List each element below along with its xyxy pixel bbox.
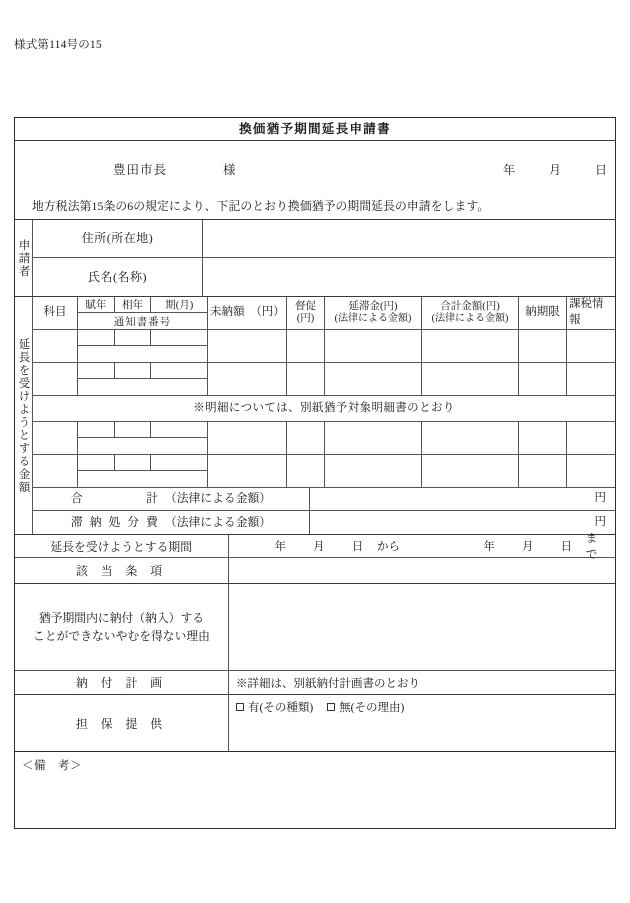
cell-year-period-row [78,422,207,437]
cell-delinquency[interactable] [325,422,422,454]
cell-notice-group [78,422,208,454]
applicant-address-row [33,220,615,258]
reason-value[interactable] [229,584,615,670]
detail-note-row [33,396,615,422]
applicant-name-row [33,258,615,296]
cell-kamoku[interactable] [33,422,78,454]
collateral-option-no[interactable] [327,699,404,715]
grand-total-label [33,488,310,510]
collateral-option-yes-label: 有(その種類) [248,702,314,714]
cell-unpaid-amount[interactable] [208,330,287,362]
cell-tax-info[interactable] [567,363,615,395]
cell-notice-number[interactable] [78,378,207,395]
col-header-total-amount [422,297,519,329]
disposition-cost-label-main: 滞納処分費 [70,514,165,529]
extension-amount-side-label: 延長を受けようとする金額 [15,297,33,534]
applicant-side-label: 申請者 [15,220,33,296]
reason-label-wrapper [33,609,210,646]
date-day-label: 日 [594,162,607,177]
page-title: 換価猶予期間延長申請書 [239,121,391,136]
col-header-due-date: 納期限 [519,297,567,329]
collateral-label: 担 保 提 供 [15,695,229,751]
applicant-name-value[interactable] [203,258,615,296]
addressee-block [15,141,615,220]
extension-period-label: 延長を受けようとする期間 [15,535,229,557]
cell-year-period-row [78,330,207,345]
form-title-row [15,118,615,141]
col-header-delinquency-line2: (法律による金額) [334,313,412,325]
collateral-option-no-label: 無(その理由) [339,702,405,714]
cell-sounen[interactable] [115,330,152,345]
col-header-total-amount-line2: (法律による金額) [431,313,509,325]
cell-tax-info[interactable] [567,422,615,454]
detail-note-text: ※明細については、別紙猶予対象明細書のとおり [193,401,455,414]
cell-kimonth[interactable] [151,455,207,470]
applicant-section [15,220,615,297]
cell-funen[interactable] [78,363,115,378]
cell-sounen[interactable] [115,455,152,470]
cell-total-amount[interactable] [422,330,519,362]
cell-delinquency[interactable] [325,455,422,487]
col-header-unpaid-amount: 未納額 （円） [208,297,287,329]
grand-total-label-sub: （法律による金額） [164,491,272,506]
payment-plan-value: ※詳細は、別紙納付計画書のとおり [236,677,420,690]
cell-due-date[interactable] [519,455,567,487]
applicant-name-label: 氏名(名称) [33,258,203,296]
checkbox-icon[interactable] [236,703,244,711]
addressee-honorific: 様 [223,163,236,177]
cell-delinquency[interactable] [325,363,422,395]
col-header-sounen: 相年 [115,297,152,312]
table-row [33,330,615,363]
period-to-suffix: まで [585,533,598,561]
table-row [33,455,615,488]
col-header-demand-fee [287,297,325,329]
reason-row [15,584,615,671]
disposition-cost-label-sub: （法律による金額） [164,514,272,529]
cell-sounen[interactable] [115,363,152,378]
table-header-row [33,297,615,330]
cell-unpaid-amount[interactable] [208,455,287,487]
applicant-address-value[interactable] [203,220,615,257]
cell-tax-info[interactable] [567,455,615,487]
col-header-demand-fee-line1: 督促 [295,300,316,312]
cell-notice-number[interactable] [78,345,207,362]
collateral-value[interactable] [229,695,615,751]
table-row [33,422,615,455]
cell-notice-group [78,330,208,362]
legal-statement: 地方税法第15条の6の規定により、下記のとおり換価猶予の期間延長の申請をします。 [32,199,490,213]
grand-total-unit: 円 [594,492,606,505]
extension-period-value[interactable] [229,533,616,561]
checkbox-icon[interactable] [327,703,335,711]
cell-year-period-row [78,363,207,378]
grand-total-label-main: 合 計 [70,491,165,506]
reason-label-line2: ことができないやむを得ない理由 [33,629,210,643]
cell-notice-group [78,455,208,487]
cell-kimonth[interactable] [151,330,207,345]
cell-funen[interactable] [78,422,115,437]
extension-amount-section [15,297,615,535]
cell-due-date[interactable] [519,330,567,362]
period-from-year: 年 [274,541,286,553]
reason-label-line1: 猶予期間内に納付（納入）する [38,610,205,625]
col-header-year-period-row [78,297,207,312]
date-fields [503,161,607,178]
col-header-total-amount-line1: 合計金額(円) [440,300,500,312]
period-from-suffix: から [376,541,400,553]
col-header-notice-number: 通知書番号 [78,312,207,329]
cell-tax-info[interactable] [567,330,615,362]
cell-demand-fee[interactable] [287,422,325,454]
cell-delinquency[interactable] [325,330,422,362]
date-year-label: 年 [502,162,515,177]
col-header-tax-info: 課税情報 [569,298,604,326]
period-from-month: 月 [313,541,325,553]
cell-kamoku[interactable] [33,363,78,395]
cell-notice-number[interactable] [78,470,207,487]
col-header-kimonth: 期(月) [165,300,194,311]
cell-kimonth[interactable] [151,363,207,378]
cell-notice-number[interactable] [78,437,207,454]
cell-funen[interactable] [78,330,115,345]
payment-plan-row [15,671,615,695]
cell-notice-group [78,363,208,395]
cell-demand-fee[interactable] [287,363,325,395]
form-number: 様式第114号の15 [14,39,102,51]
period-to-year: 年 [483,541,495,553]
cell-year-period-row [78,455,207,470]
disposition-cost-unit: 円 [594,515,606,528]
period-to-month: 月 [521,541,534,553]
col-header-demand-fee-line2: (円) [296,313,315,324]
remarks-label: ＜備 考＞ [22,760,82,772]
cell-due-date[interactable] [519,363,567,395]
applicable-clause-label: 該 当 条 項 [15,558,229,583]
cell-unpaid-amount[interactable] [208,422,287,454]
applicable-clause-value[interactable] [229,558,615,583]
col-header-kamoku: 科目 [33,297,78,329]
applicant-address-label: 住所(所在地) [33,220,203,257]
cell-kamoku[interactable] [33,455,78,487]
extension-period-row [15,533,615,561]
cell-total-amount[interactable] [422,422,519,454]
cell-total-amount[interactable] [422,363,519,395]
collateral-option-yes[interactable] [236,699,313,715]
table-row [33,363,615,396]
col-header-delinquency [325,297,422,329]
col-header-funen: 賦年 [78,297,115,312]
grand-total-row [33,488,615,511]
col-header-notice-group [78,297,208,329]
cell-total-amount[interactable] [422,455,519,487]
col-header-delinquency-line1: 延滞金(円) [348,300,398,312]
collateral-row [15,695,615,752]
reason-label [15,584,229,670]
cell-kimonth[interactable] [151,422,207,437]
applicable-clause-row [15,558,615,584]
cell-demand-fee[interactable] [287,330,325,362]
applicant-rows [33,220,615,296]
application-form-sheet [14,117,616,829]
collateral-options [236,699,404,715]
extension-amount-table [33,297,615,534]
date-month-label: 月 [548,162,561,177]
cell-demand-fee[interactable] [287,455,325,487]
period-from-day: 日 [351,541,364,553]
cell-funen[interactable] [78,455,115,470]
cell-unpaid-amount[interactable] [208,363,287,395]
payment-plan-label: 納 付 計 画 [15,671,229,694]
period-to-day: 日 [560,541,573,553]
grand-total-value[interactable] [310,488,615,510]
cell-sounen[interactable] [115,422,152,437]
remarks-section[interactable] [15,752,615,828]
cell-due-date[interactable] [519,422,567,454]
addressee-name: 豊田市長 [113,163,168,177]
cell-kamoku[interactable] [33,330,78,362]
